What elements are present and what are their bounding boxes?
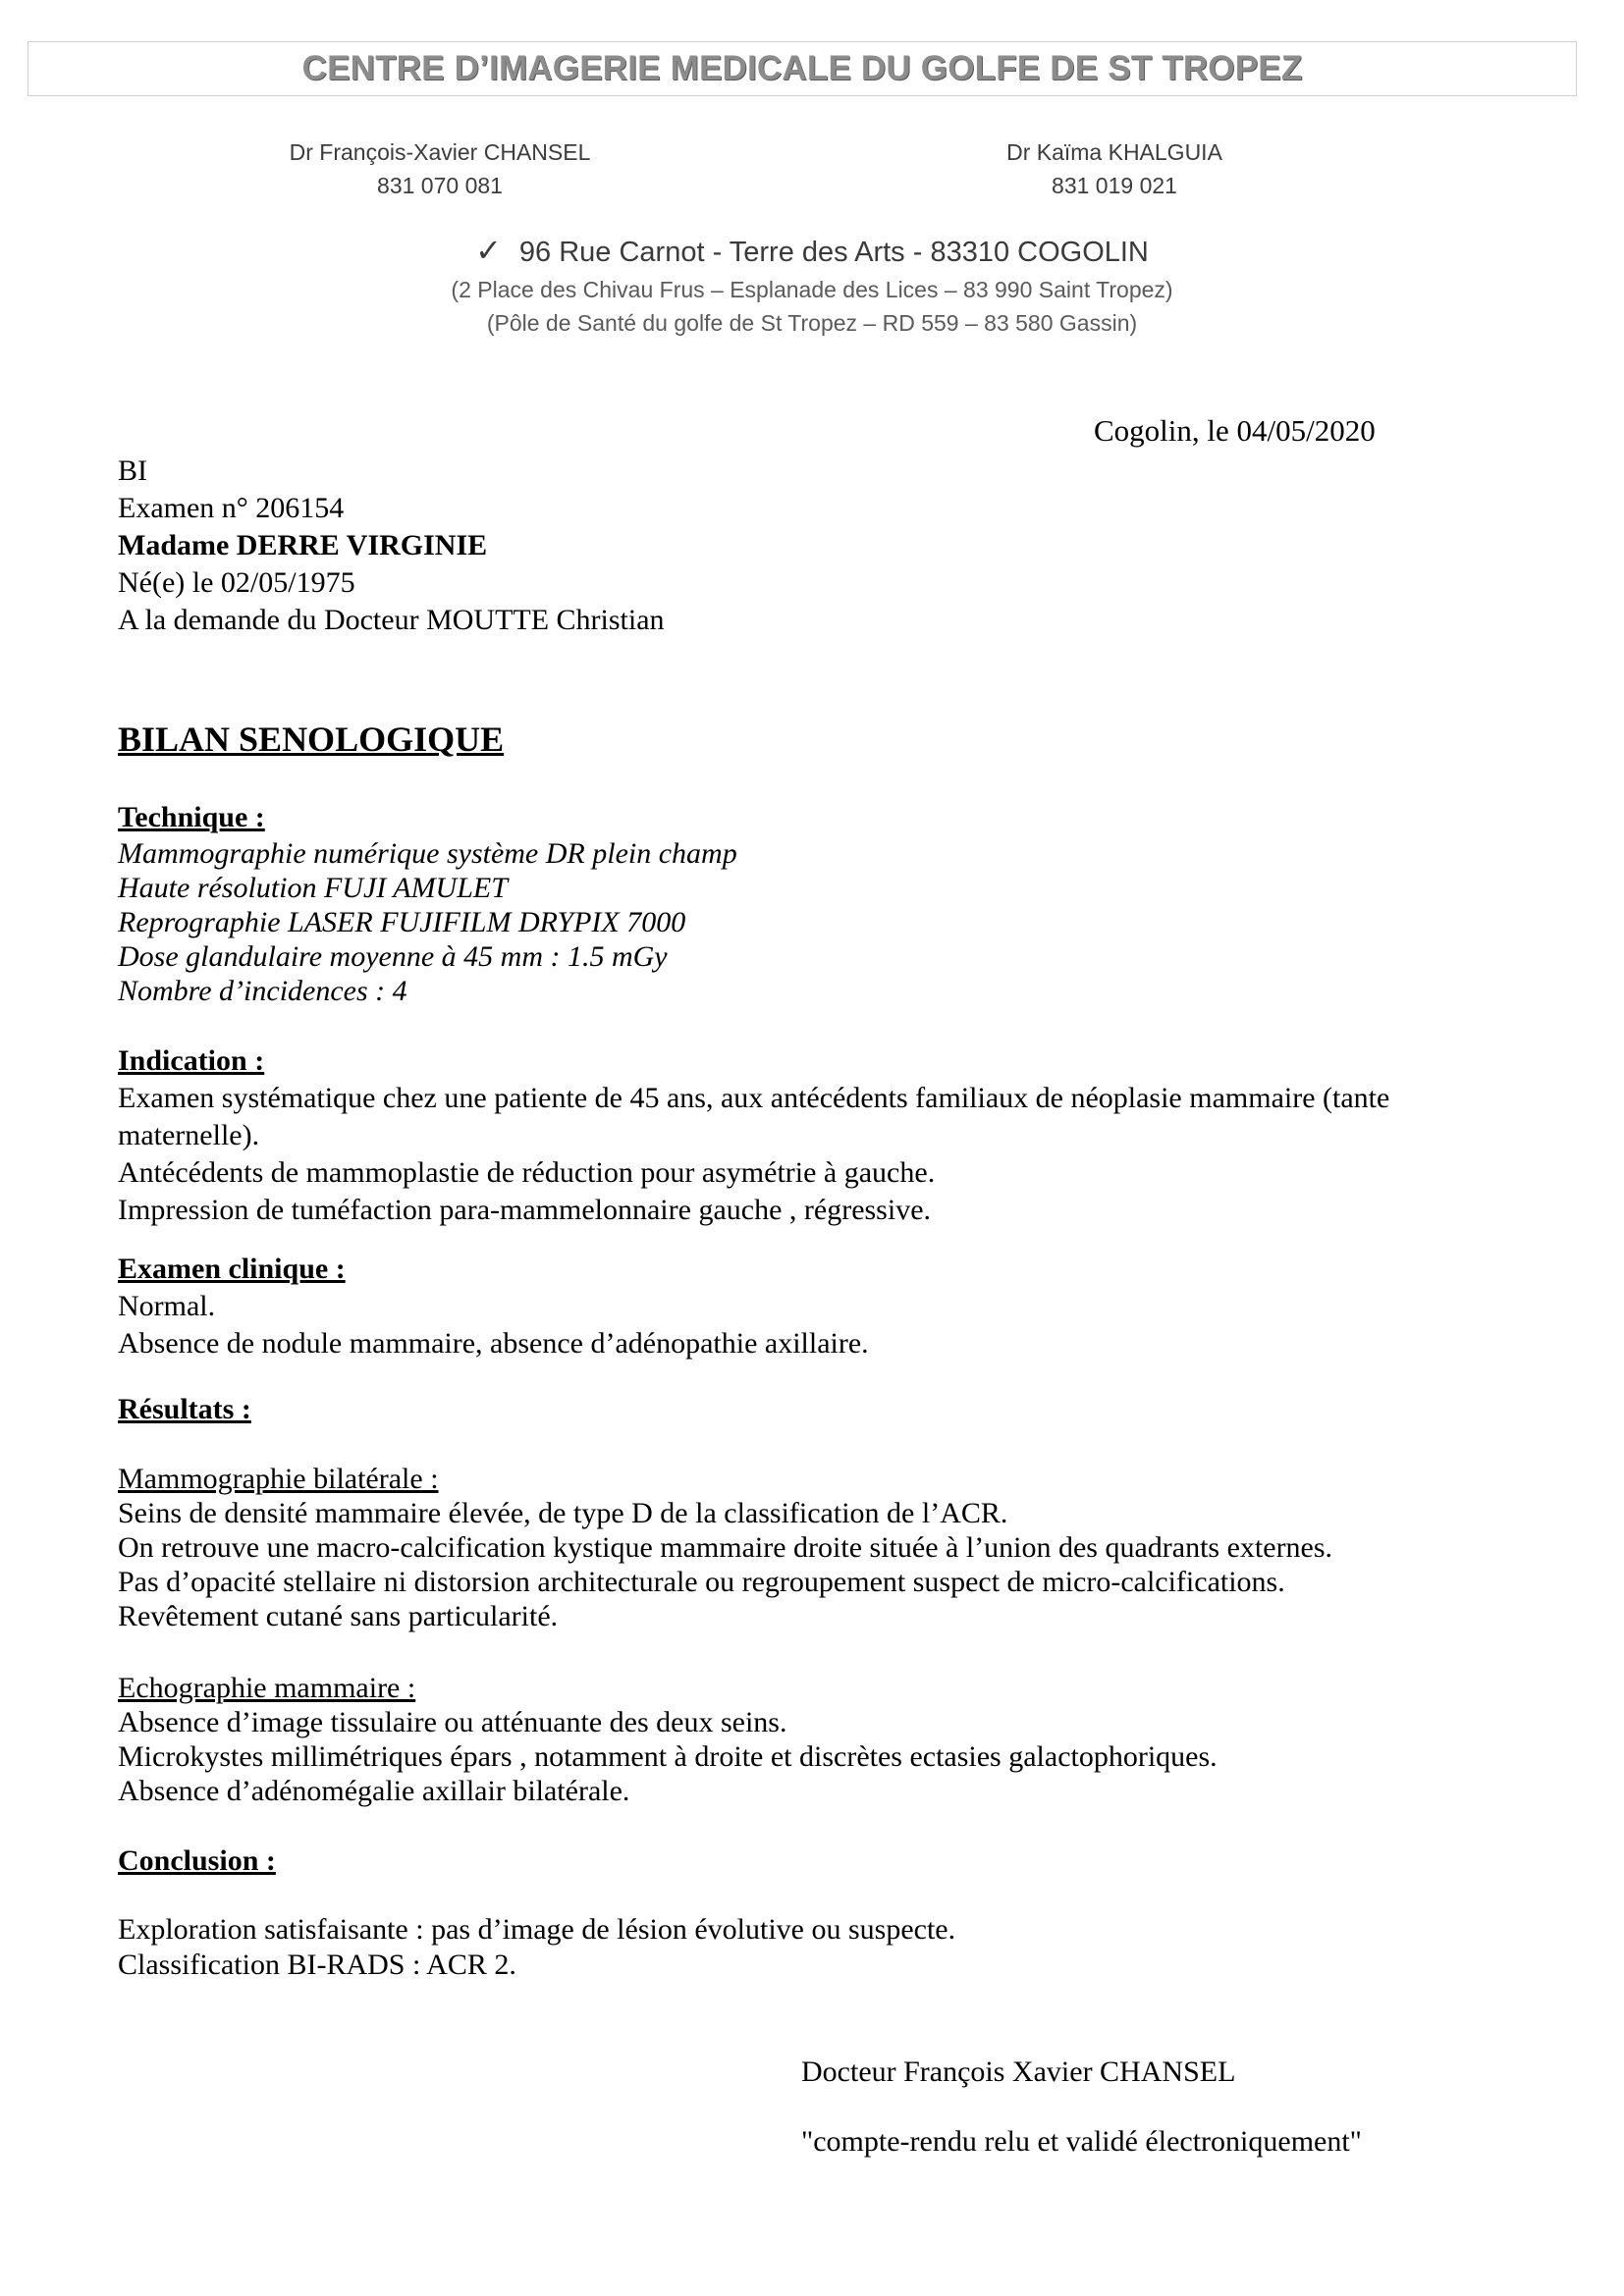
echography-line: Microkystes millimétriques épars , notamment à droite et discrètes ectasies galactophoriques.: [118, 1740, 1218, 1773]
clinical-line: Absence de nodule mammaire, absence d’adénopathie axillaire.: [118, 1327, 869, 1360]
center-header: [27, 41, 1577, 96]
indication-line: maternelle).: [118, 1119, 260, 1151]
mammography-line: Seins de densité mammaire élevée, de type D de la classification de l’ACR.: [118, 1497, 1008, 1529]
center-name: CENTRE D’IMAGERIE MEDICALE DU GOLFE DE ST TROPEZ: [301, 49, 1303, 87]
exam-number: Examen n° 206154: [118, 492, 345, 524]
technique-line: Nombre d’incidences : 4: [118, 975, 407, 1007]
mammography-section: [118, 1462, 1332, 1633]
doctor-left: [224, 135, 656, 202]
indication-heading: Indication :: [118, 1044, 265, 1077]
checkmark-icon: ✓: [475, 233, 502, 268]
mammography-line: Pas d’opacité stellaire ni distorsion architecturale ou regroupement suspect de micro-calcifications.: [118, 1566, 1285, 1598]
indication-line: Antécédents de mammoplastie de réduction pour asymétrie à gauche.: [118, 1156, 936, 1189]
signature-doctor: Docteur François Xavier CHANSEL: [801, 2056, 1236, 2088]
indication-section: [118, 1042, 1389, 1229]
doctor-left-name: Dr François-Xavier CHANSEL: [289, 139, 591, 165]
address-main: [0, 232, 1624, 269]
patient-birth: Né(e) le 02/05/1975: [118, 566, 355, 599]
technique-list: [118, 836, 737, 1008]
doctor-right-name: Dr Kaïma KHALGUIA: [1006, 139, 1222, 165]
doctor-left-number: 831 070 081: [377, 173, 503, 198]
technique-line: Haute résolution FUJI AMULET: [118, 872, 508, 904]
technique-line: Reprographie LASER FUJIFILM DRYPIX 7000: [118, 906, 686, 938]
address-main-text: 96 Rue Carnot - Terre des Arts - 83310 COGOLIN: [518, 237, 1149, 268]
mammography-line: Revêtement cutané sans particularité.: [118, 1600, 559, 1632]
clinical-heading: Examen clinique :: [118, 1253, 346, 1285]
technique-line: Mammographie numérique système DR plein champ: [118, 837, 737, 870]
results-heading: Résultats :: [118, 1393, 251, 1425]
echography-line: Absence d’image tissulaire ou atténuante des deux seins.: [118, 1706, 787, 1738]
technique-line: Dose glandulaire moyenne à 45 mm : 1.5 mGy: [118, 940, 668, 973]
echography-section: [118, 1671, 1218, 1808]
dateline: Cogolin, le 04/05/2020: [1094, 413, 1376, 448]
conclusion-line: Classification BI-RADS : ACR 2.: [118, 1949, 516, 1981]
results-heading-block: [118, 1391, 251, 1428]
report-title: BILAN SENOLOGIQUE: [118, 720, 505, 759]
indication-line: Impression de tuméfaction para-mammelonnaire gauche , régressive.: [118, 1194, 932, 1226]
address-alt-2: (Pôle de Santé du golfe de St Tropez – RD 559 – 83 580 Gassin): [486, 310, 1138, 336]
clinical-section: [118, 1251, 869, 1362]
clinical-line: Normal.: [118, 1290, 216, 1322]
technique-heading: Technique :: [118, 801, 265, 833]
patient-name: Madame DERRE VIRGINIE: [118, 529, 488, 561]
doctor-right-number: 831 019 021: [1052, 173, 1177, 198]
signature-validation: "compte-rendu relu et validé électroniquement": [801, 2125, 1362, 2158]
patient-code: BI: [118, 454, 147, 487]
technique-section: [118, 799, 737, 1008]
conclusion-heading: Conclusion :: [118, 1844, 276, 1877]
conclusion-section: [118, 1912, 955, 1983]
conclusion-line: Exploration satisfaisante : pas d’image de lésion évolutive ou suspecte.: [118, 1913, 956, 1946]
patient-block: [118, 453, 665, 639]
echography-line: Absence d’adénomégalie axillair bilatérale.: [118, 1775, 630, 1807]
mammography-line: On retrouve une macro-calcification kystique mammaire droite située à l’union des quadrants externes.: [118, 1531, 1333, 1564]
mammography-heading: Mammographie bilatérale :: [118, 1463, 439, 1495]
requester: A la demande du Docteur MOUTTE Christian: [118, 604, 665, 636]
conclusion-heading-block: [118, 1842, 276, 1880]
address-alt-1: (2 Place des Chivau Frus – Esplanade des Lices – 83 990 Saint Tropez): [451, 277, 1173, 302]
echography-heading: Echographie mammaire :: [118, 1672, 416, 1704]
indication-line: Examen systématique chez une patiente de 45 ans, aux antécédents familiaux de néoplasie mammaire (tante: [118, 1082, 1390, 1114]
doctor-right: [898, 135, 1330, 202]
